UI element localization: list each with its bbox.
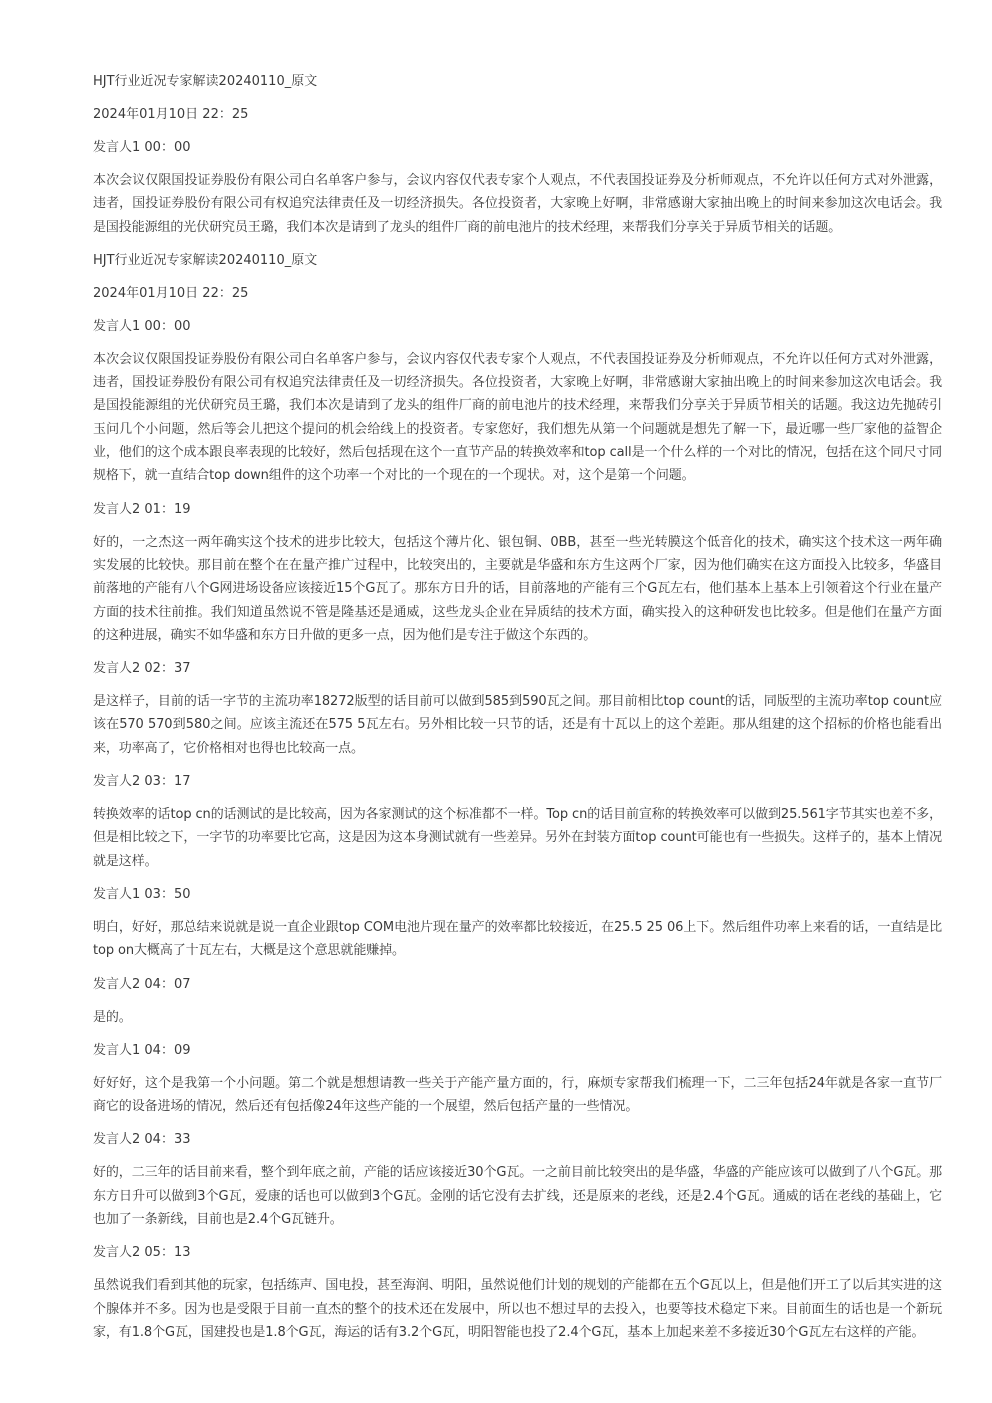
- transcript-paragraph: 本次会议仅限国投证券股份有限公司白名单客户参与，会议内容仅代表专家个人观点，不代表国投证券及分析师观点，不允许以任何方式对外泄露，违者，国投证券股份有限公司有权追究法律责任及一切经济损失。各位投资者，大家晚上好啊，非常感谢大家抽出晚上的时间来参加这次电话会。我是国投能源组的光伏研究员王璐，我们本次是请到了龙头的组件厂商的前电池片的技术经理，来帮我们分享关于异质节相关的话题。我这边先抛砖引玉问几个小问题，然后等会儿把这个提问的机会给线上的投资者。专家您好，我们想先从第一个问题就是想先了解一下，最近哪一些厂家他的益智企业，他们的这个成本跟良率表现的比较好，然后包括现在这个一直节产品的转换效率和top call是一个什么样的一个对比的情况，包括在这个同尺寸同规格下，就一直结合top down组件的这个功率一个对比的一个现在的一个现状。对，这个是第一个问题。: [93, 351, 942, 484]
- speaker-timestamp: 发言人2 02：37: [93, 661, 191, 677]
- transcript-paragraph: 转换效率的话top cn的话测试的是比较高，因为各家测试的这个标准都不一样。Top cn的话目前宣称的转换效率可以做到25.561字节其实也差不多，但是相比较之下，一字节的功率要比它高，这是因为这本身测试就有一些差异。另外在封装方面top count可能也有一些损失。这样子的，基本上情况就是这样。: [93, 807, 942, 869]
- document-date-repeat: 2024年01月10日 22：25: [93, 285, 249, 301]
- transcript-paragraph: 好的，二三年的话目前来看，整个到年底之前，产能的话应该接近30个G瓦。一之前目前比较突出的是华盛，华盛的产能应该可以做到了八个G瓦。那东方日升可以做到3个G瓦，爱康的话也可以做到3个G瓦。金刚的话它没有去扩线，还是原来的老线，还是2.4个G瓦。通威的话在老线的基础上，它也加了一条新线，目前也是2.4个G瓦链升。: [93, 1165, 942, 1228]
- speaker-timestamp: 发言人2 03：17: [93, 774, 191, 790]
- speaker-timestamp: 发言人2 05：13: [93, 1245, 191, 1261]
- transcript-paragraph: 本次会议仅限国投证券股份有限公司白名单客户参与，会议内容仅代表专家个人观点，不代表国投证券及分析师观点，不允许以任何方式对外泄露，违者，国投证券股份有限公司有权追究法律责任及一切经济损失。各位投资者，大家晚上好啊，非常感谢大家抽出晚上的时间来参加这次电话会。我是国投能源组的光伏研究员王璐，我们本次是请到了龙头的组件厂商的前电池片的技术经理，来帮我们分享关于异质节相关的话题。: [93, 173, 942, 235]
- speaker-timestamp: 发言人1 03：50: [93, 886, 191, 902]
- transcript-paragraph: 虽然说我们看到其他的玩家，包括练声、国电投，甚至海润、明阳，虽然说他们计划的规划的产能都在五个G瓦以上，但是他们开工了以后其实进的这个腺体并不多。因为也是受限于目前一直杰的整个的技术还在发展中，所以也不想过早的去投入，也要等技术稳定下来。目前面生的话也是一个新玩家，有1.8个G瓦，国建投也是1.8个G瓦，海运的话有3.2个G瓦，明阳智能也投了2.4个G瓦，基本上加起来差不多接近30个G瓦左右这样的产能。: [93, 1278, 942, 1340]
- transcript-paragraph: 是的。: [93, 1009, 132, 1025]
- document-date: 2024年01月10日 22：25: [93, 107, 249, 122]
- transcript-paragraph: 是这样子，目前的话一字节的主流功率18272版型的话目前可以做到585到590瓦之间。那目前相比top count的话，同版型的主流功率top count应该在570 570到580之间。应该主流还在575 5瓦左右。另外相比较一只节的话，还是有十瓦以上的这个差距。那从组建的这个招标的价格也能看出来，功率高了，它价格相对也得也比较高一点。: [93, 694, 942, 756]
- speaker-timestamp: 发言人2 04：33: [93, 1132, 191, 1148]
- speaker-timestamp: 发言人2 04：07: [93, 976, 191, 992]
- transcript-paragraph: 好的，一之杰这一两年确实这个技术的进步比较大，包括这个薄片化、银包铜、0BB，甚至一些光转膜这个低音化的技术，确实这个技术这一两年确实发展的比较快。那目前在整个在在量产推广过程中，比较突出的，主要就是华盛和东方生这两个厂家，因为他们确实在这方面投入比较多，华盛目前落地的产能有八个G网进场设备应该接近15个G瓦了。那东方日升的话，目前落地的产能有三个G瓦左右，他们基本上基本上引领着这个行业在量产方面的技术往前推。我们知道虽然说不管是隆基还是通威，这些龙头企业在异质结的技术方面，确实投入的这种研发也比较多。但是他们在量产方面的这种进展，确实不如华盛和东方日升做的更多一点，因为他们是专注于做这个东西的。: [93, 534, 942, 643]
- speaker-timestamp: 发言人1 00：00: [93, 318, 191, 334]
- speaker-timestamp: 发言人2 01：19: [93, 501, 191, 517]
- document-title-repeat: HJT行业近况专家解读20240110_原文: [93, 252, 318, 268]
- speaker-timestamp: 发言人1 00：00: [93, 140, 191, 155]
- transcript-paragraph: 好好好，这个是我第一个小问题。第二个就是想想请教一些关于产能产量方面的，行，麻烦专家帮我们梳理一下，二三年包括24年就是各家一直节厂商它的设备进场的情况，然后还有包括像24年这些产能的一个展望，然后包括产量的一些情况。: [93, 1075, 942, 1115]
- transcript-paragraph: 明白，好好，那总结来说就是说一直企业跟top COM电池片现在量产的效率都比较接近，在25.5 25 06上下。然后组件功率上来看的话，一直结是比top on大概高了十瓦左右，大概是这个意思就能赚掉。: [93, 919, 942, 959]
- speaker-timestamp: 发言人1 04：09: [93, 1042, 191, 1058]
- document-title: HJT行业近况专家解读20240110_原文: [93, 74, 318, 89]
